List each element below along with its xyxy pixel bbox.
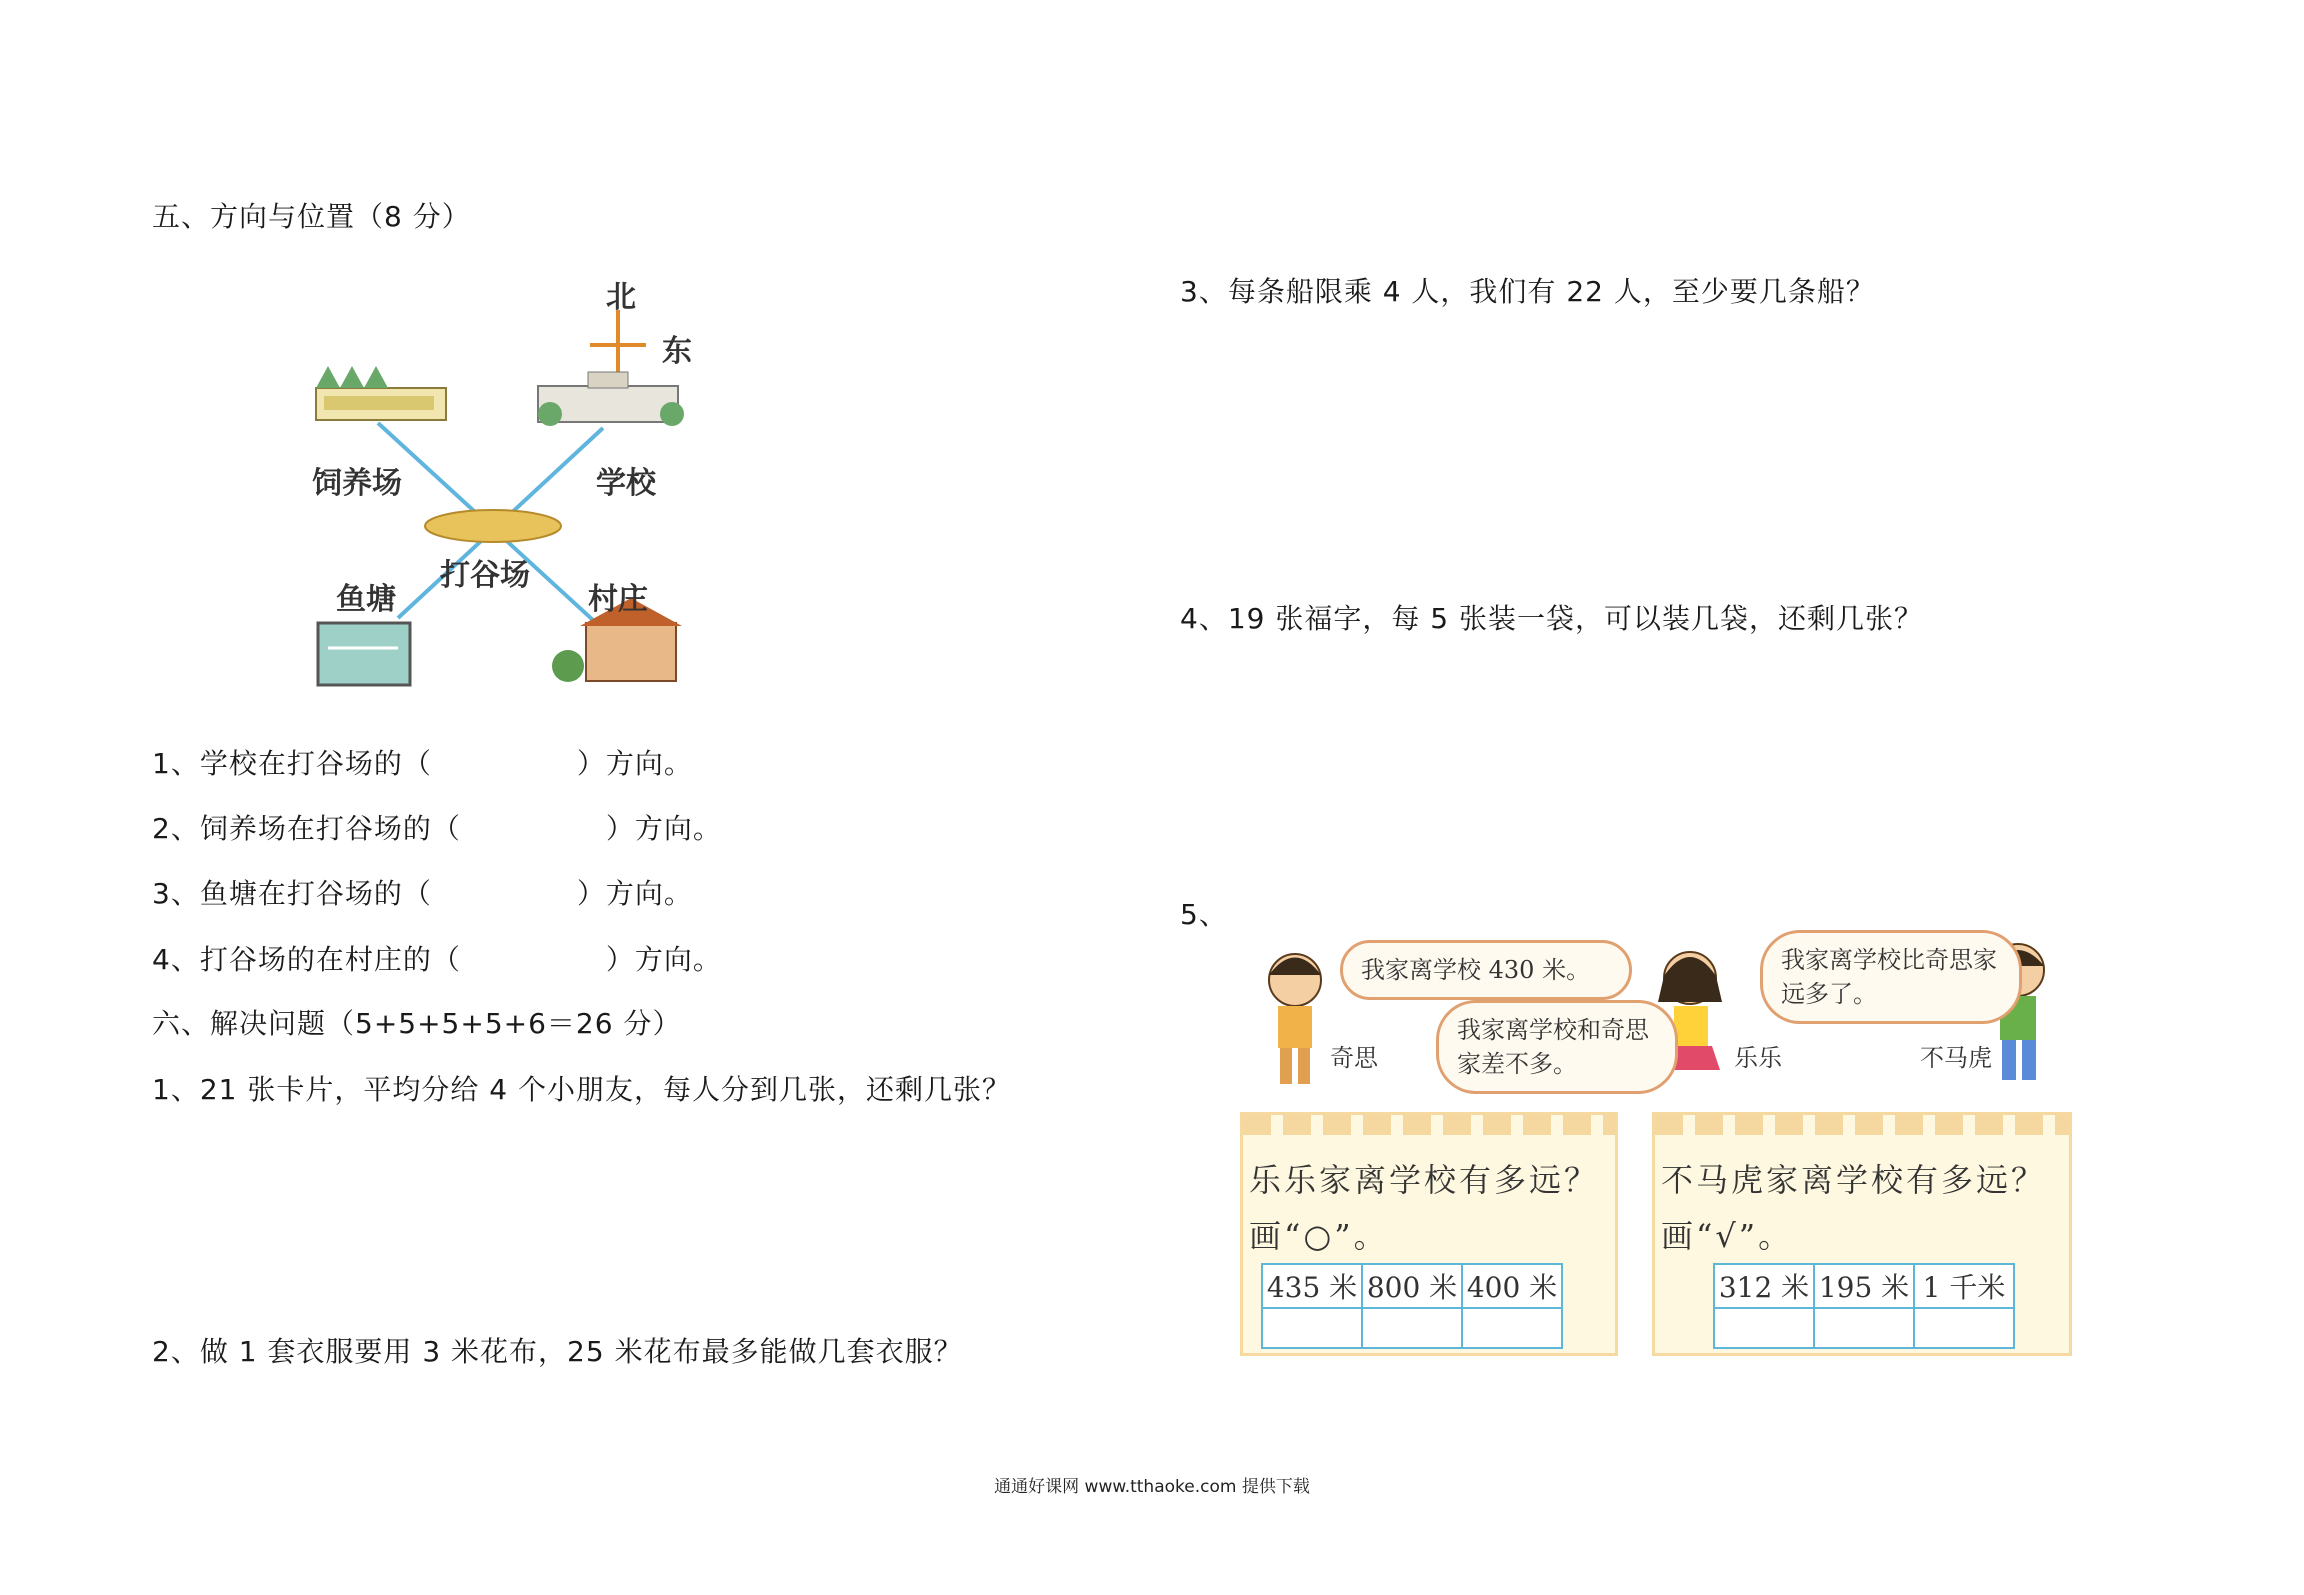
feed-farm-label: 饲养场 — [312, 466, 402, 501]
answer-cell[interactable] — [1814, 1308, 1914, 1348]
section6-heading: 六、解决问题（5+5+5+5+6＝26 分） — [152, 1007, 682, 1040]
school-label: 学校 — [596, 466, 656, 501]
option-cell: 400 米 — [1462, 1264, 1562, 1308]
direction-map — [288, 268, 708, 698]
option-cell: 312 米 — [1714, 1264, 1814, 1308]
north-label: 北 — [606, 280, 636, 315]
footer-credit: 通通好课网 www.tthaoke.com 提供下载 — [994, 1477, 1310, 1497]
section6-question-5-label: 5、 — [1180, 898, 1228, 931]
section6-question-2: 2、做 1 套衣服要用 3 米花布，25 米花布最多能做几套衣服？ — [152, 1335, 963, 1368]
option-cell: 435 米 — [1262, 1264, 1362, 1308]
section5-question-3: 3、鱼塘在打谷场的（ ）方向。 — [152, 877, 693, 910]
lele-distance-options-table — [1261, 1263, 1563, 1349]
section6-question-1: 1、21 张卡片，平均分给 4 个小朋友，每人分到几张，还剩几张？ — [152, 1073, 1011, 1106]
answer-cell[interactable] — [1714, 1308, 1814, 1348]
section5-question-1: 1、学校在打谷场的（ ）方向。 — [152, 747, 693, 780]
feed-farm-icon — [316, 366, 446, 420]
answer-cell[interactable] — [1462, 1308, 1562, 1348]
option-cell: 195 米 — [1814, 1264, 1914, 1308]
bumahu-speech-bubble: 我家离学校比奇思家远多了。 — [1760, 930, 2022, 1024]
question-5-illustration — [1240, 920, 2080, 1350]
option-cell: 1 千米 — [1914, 1264, 2014, 1308]
answer-cell[interactable] — [1362, 1308, 1462, 1348]
fish-pond-icon — [318, 623, 410, 685]
section5-heading: 五、方向与位置（8 分） — [152, 200, 471, 233]
qisi-figure-icon — [1269, 954, 1321, 1084]
section5-question-2: 2、饲养场在打谷场的（ ）方向。 — [152, 812, 722, 845]
bumahu-distance-question: 不马虎家离学校有多远？ — [1661, 1161, 2047, 1199]
answer-cell[interactable] — [1262, 1308, 1362, 1348]
bumahu-distance-options-table — [1713, 1263, 2015, 1349]
qisi-speech-bubble: 我家离学校 430 米。 — [1340, 940, 1632, 1000]
panel-stripe — [1243, 1115, 1615, 1135]
east-label: 东 — [662, 334, 692, 369]
lele-speech-bubble: 我家离学校和奇思家差不多。 — [1436, 1000, 1678, 1094]
school-icon — [538, 372, 684, 426]
option-cell: 800 米 — [1362, 1264, 1462, 1308]
bumahu-distance-panel — [1652, 1112, 2072, 1356]
threshing-floor-label: 打谷场 — [440, 558, 530, 593]
section5-question-4: 4、打谷场的在村庄的（ ）方向。 — [152, 943, 722, 976]
bumahu-name: 不马虎 — [1920, 1044, 1992, 1072]
bumahu-distance-instruction: 画“√”。 — [1661, 1217, 1794, 1255]
section6-question-4: 4、19 张福字，每 5 张装一袋，可以装几袋，还剩几张？ — [1180, 602, 1923, 635]
village-label: 村庄 — [588, 582, 648, 617]
lele-name: 乐乐 — [1734, 1044, 1782, 1072]
qisi-name: 奇思 — [1330, 1044, 1378, 1072]
section6-question-3: 3、每条船限乘 4 人，我们有 22 人，至少要几条船？ — [1180, 275, 1875, 308]
lele-distance-question: 乐乐家离学校有多远？ — [1249, 1161, 1600, 1199]
fish-pond-label: 鱼塘 — [336, 582, 396, 617]
lele-distance-instruction: 画“○”。 — [1249, 1217, 1389, 1255]
lele-distance-panel — [1240, 1112, 1618, 1356]
panel-stripe — [1655, 1115, 2069, 1135]
answer-cell[interactable] — [1914, 1308, 2014, 1348]
threshing-floor-icon — [425, 510, 561, 542]
